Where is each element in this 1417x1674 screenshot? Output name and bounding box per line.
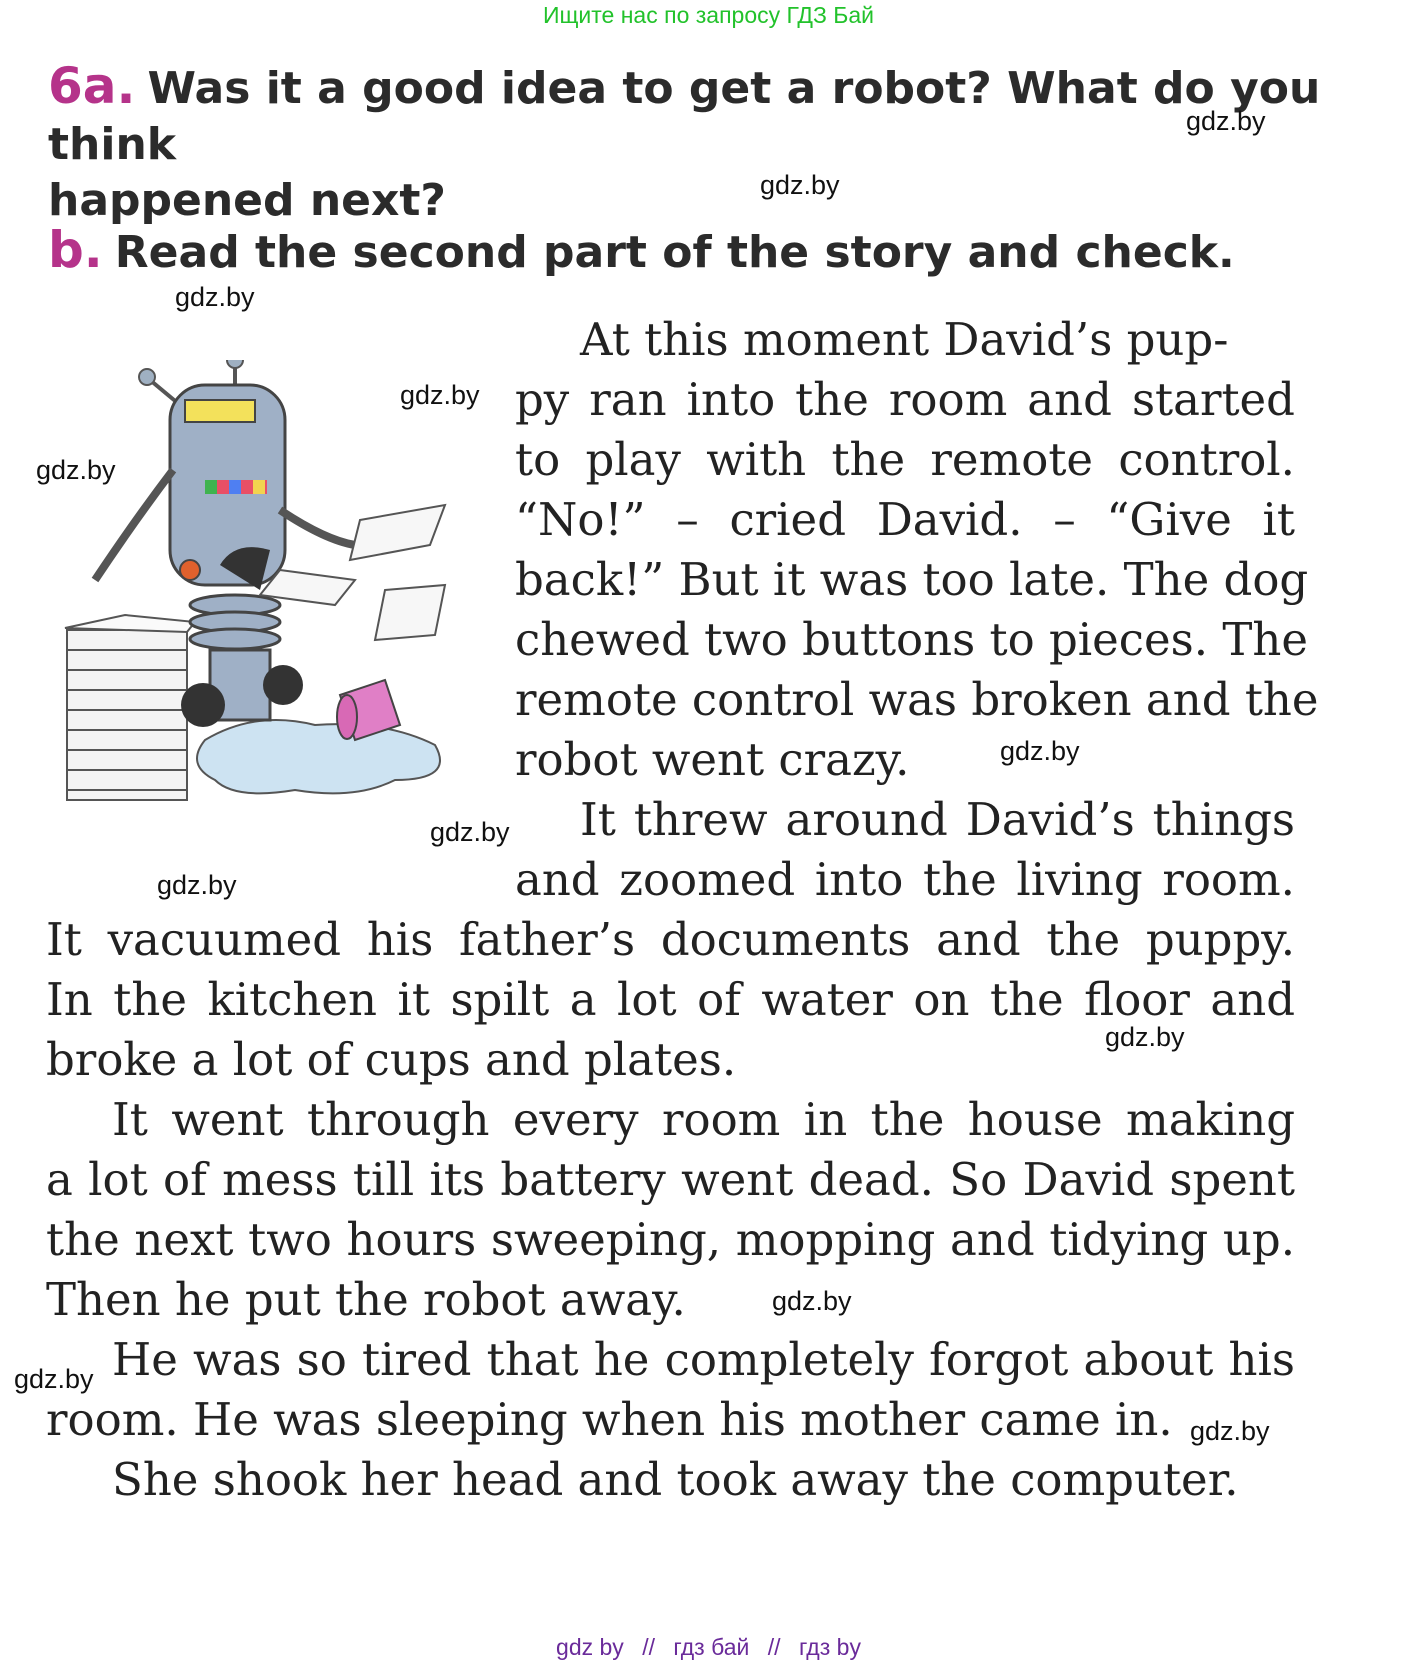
watermark-12: gdz.by [1190, 1416, 1270, 1446]
story-line: chewed two buttons to pieces. The [515, 613, 1308, 666]
footer-link-gdz-by[interactable]: gdz by [556, 1634, 624, 1660]
story-line: py ran into the room and started [515, 373, 1295, 426]
task-6b-text: Read the second part of the story and check. [114, 227, 1235, 278]
footer-separator: // [642, 1634, 655, 1660]
paper-stack [65, 615, 195, 800]
footer-link-gdz-by-ru[interactable]: гдз by [798, 1634, 861, 1660]
watermark-9: gdz.by [1105, 1022, 1185, 1052]
task-6a-line1: Was it a good idea to get a robot? What do you think [48, 63, 1321, 170]
watermark-3: gdz.by [175, 282, 255, 312]
footer-link-gdz-bai[interactable]: гдз бай [673, 1634, 750, 1660]
story-line: At this moment David’s pup- [580, 313, 1229, 366]
task-6b [48, 222, 1235, 281]
story-line: “No!” – cried David. – “Give it [515, 493, 1295, 546]
robot-illustration [55, 360, 475, 860]
story-line: It vacuumed his father’s documents and the puppy. [46, 913, 1295, 966]
water-puddle [197, 720, 440, 793]
robot-visor [185, 400, 255, 422]
story-line: It threw around David’s things [580, 793, 1295, 846]
wheel-right [263, 665, 303, 705]
footer [0, 1634, 1417, 1661]
watermark-8: gdz.by [157, 870, 237, 900]
story-line: He was so tired that he completely forgot about his [112, 1333, 1295, 1386]
watermark-6: gdz.by [1000, 736, 1080, 766]
story-line: Then he put the robot away. [46, 1273, 686, 1326]
watermark-4: gdz.by [400, 380, 480, 410]
story-line: and zoomed into the living room. [515, 853, 1295, 906]
task-6a-line2: happened next? [48, 175, 446, 226]
task-6a [48, 58, 1348, 229]
watermark-5: gdz.by [36, 455, 116, 485]
watermark-1: gdz.by [1186, 106, 1266, 136]
robot-spring [190, 595, 280, 649]
task-6b-number: b. [48, 221, 103, 279]
watermark-7: gdz.by [430, 817, 510, 847]
top-banner[interactable]: Ищите нас по запросу ГДЗ Бай [542, 2, 875, 28]
story-line: to play with the remote control. [515, 433, 1295, 486]
story-line: room. He was sleeping when his mother came in. [46, 1393, 1173, 1446]
wheel-left [181, 683, 225, 727]
story-line: robot went crazy. [515, 733, 910, 786]
story-line: remote control was broken and the [515, 673, 1319, 726]
story-line: a lot of mess till its battery went dead. So David spent [46, 1153, 1295, 1206]
story-line: broke a lot of cups and plates. [46, 1033, 737, 1086]
footer-separator: // [767, 1634, 781, 1660]
story-line: In the kitchen it spilt a lot of water on the floor and [46, 973, 1295, 1026]
story-line: the next two hours sweeping, mopping and tidying up. [46, 1213, 1295, 1266]
story-line: back!” But it was too late. The dog [515, 553, 1309, 606]
story-line: She shook her head and took away the computer. [112, 1453, 1239, 1506]
watermark-11: gdz.by [14, 1364, 94, 1394]
watermark-2: gdz.by [760, 170, 840, 200]
task-6a-number: 6a. [48, 57, 136, 115]
story-line: It went through every room in the house making [112, 1093, 1295, 1146]
watermark-10: gdz.by [772, 1286, 852, 1316]
